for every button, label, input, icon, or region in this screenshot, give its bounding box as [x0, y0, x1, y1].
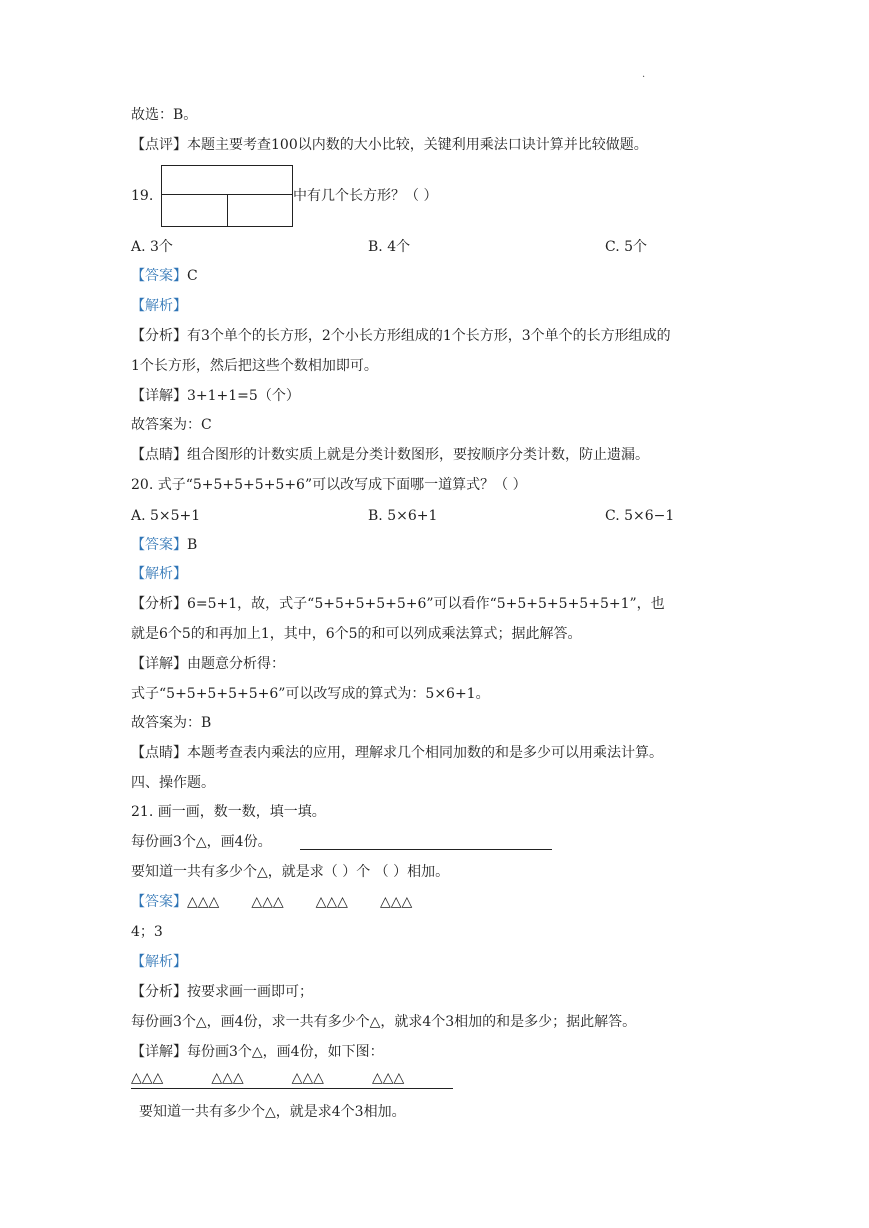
comment-text: 本题主要考查100以内数的大小比较，关键利用乘法口诀计算并比较做题。	[187, 137, 648, 153]
q20-analysis-tag: 【解析】	[131, 566, 187, 582]
xiangjie-text: 每份画3个△，画4份，如下图：	[187, 1044, 384, 1060]
comment-tag: 【点评】	[131, 137, 187, 153]
q21-fenxi	[131, 982, 313, 1002]
answer-value: B	[187, 537, 198, 553]
answer-blank-line	[300, 849, 552, 850]
q20-option-b: B. 5×6+1	[368, 508, 438, 524]
answer-tag: 【答案】	[131, 894, 187, 910]
fenxi-tag: 【分析】	[131, 984, 187, 1000]
q18-comment	[131, 135, 648, 155]
section-heading: 四、操作题。	[131, 775, 215, 791]
q19-question: 中有几个长方形？（ ）	[293, 188, 438, 204]
fenxi-text: 按要求画一画即可；	[187, 984, 313, 1000]
q21-final: 要知道一共有多少个△，就是求4个3相加。	[139, 1104, 406, 1120]
answer-triangles-3: △△△	[315, 894, 348, 910]
rectangle-figure	[161, 165, 293, 227]
header-dot: ·	[642, 72, 646, 83]
q19-fenxi-2: 1个长方形，然后把这些个数相加即可。	[131, 358, 378, 374]
q20-dianjing	[131, 743, 663, 763]
fenxi-tag: 【分析】	[131, 596, 187, 612]
q21-answer-2: 4；3	[131, 924, 163, 940]
xiangjie-text: 3+1+1=5（个）	[187, 388, 300, 404]
dianjing-tag: 【点睛】	[131, 745, 187, 761]
answer-triangles-2: △△△	[251, 894, 284, 910]
xiangjie-text: 由题意分析得：	[187, 656, 285, 672]
q20-question: 20. 式子“5+5+5+5+5+6”可以改写成下面哪一道算式？（ ）	[131, 477, 527, 493]
q21-fenxi-2: 每份画3个△，画4份，求一共有多少个△，就求4个3相加的和是多少；据此解答。	[131, 1014, 637, 1030]
answer-triangles-4: △△△	[379, 894, 413, 910]
dianjing-text: 本题考查表内乘法的应用，理解求几个相同加数的和是多少可以用乘法计算。	[187, 745, 663, 761]
fenxi-text: 有3个单个的长方形，2个小长方形组成的1个长方形，3个单个的长方形组成的	[187, 328, 671, 344]
q19-dianjing	[131, 445, 649, 465]
q20-conclusion: 故答案为：B	[131, 715, 212, 731]
q19-option-b: B. 4个	[368, 239, 411, 255]
q20-answer	[131, 535, 197, 555]
q20-fenxi-2: 就是6个5的和再加上1，其中，6个5的和可以列成乘法算式；据此解答。	[131, 626, 582, 642]
triangle-group-2: △△△	[211, 1070, 244, 1086]
q19-analysis-tag: 【解析】	[131, 298, 187, 314]
q18-conclusion: 故选：B。	[131, 107, 198, 123]
q19-option-c: C. 5个	[605, 239, 648, 255]
dianjing-text: 组合图形的计数实质上就是分类计数图形，要按顺序分类计数，防止遗漏。	[187, 447, 649, 463]
q19-fenxi-1	[131, 326, 671, 346]
q20-option-c: C. 5×6−1	[605, 508, 675, 524]
q20-xiangjie	[131, 654, 285, 674]
answer-tag: 【答案】	[131, 537, 187, 553]
triangle-group-3: △△△	[291, 1070, 324, 1086]
xiangjie-tag: 【详解】	[131, 388, 187, 404]
triangle-group-1: △△△	[131, 1070, 164, 1086]
xiangjie-tag: 【详解】	[131, 656, 187, 672]
answer-triangles-1: △△△	[187, 894, 220, 910]
answer-value: C	[187, 268, 198, 284]
q20-fenxi-1	[131, 594, 665, 614]
q21-line2: 要知道一共有多少个△，就是求（ ）个 （ ）相加。	[131, 864, 450, 880]
q21-analysis-tag: 【解析】	[131, 954, 187, 970]
drawn-triangles-row	[131, 1068, 453, 1089]
q21-answer	[131, 892, 412, 912]
fenxi-tag: 【分析】	[131, 328, 187, 344]
q21-question: 21. 画一画，数一数，填一填。	[131, 804, 326, 820]
xiangjie-tag: 【详解】	[131, 1044, 187, 1060]
fenxi-text: 6=5+1，故，式子“5+5+5+5+5+6”可以看作“5+5+5+5+5+5+1”，也	[187, 596, 665, 612]
dianjing-tag: 【点睛】	[131, 447, 187, 463]
q20-option-a: A. 5×5+1	[131, 508, 201, 524]
q19-number: 19.	[131, 188, 154, 204]
answer-tag: 【答案】	[131, 268, 187, 284]
q19-option-a: A. 3个	[131, 239, 173, 255]
q19-answer	[131, 266, 198, 286]
q21-line1: 每份画3个△，画4份。	[131, 834, 272, 850]
q19-conclusion: 故答案为：C	[131, 417, 212, 433]
triangle-group-4: △△△	[371, 1070, 405, 1086]
q20-xiangjie-2: 式子“5+5+5+5+5+6”可以改写成的算式为：5×6+1。	[131, 686, 490, 702]
q21-xiangjie	[131, 1042, 384, 1062]
q19-xiangjie	[131, 386, 300, 406]
